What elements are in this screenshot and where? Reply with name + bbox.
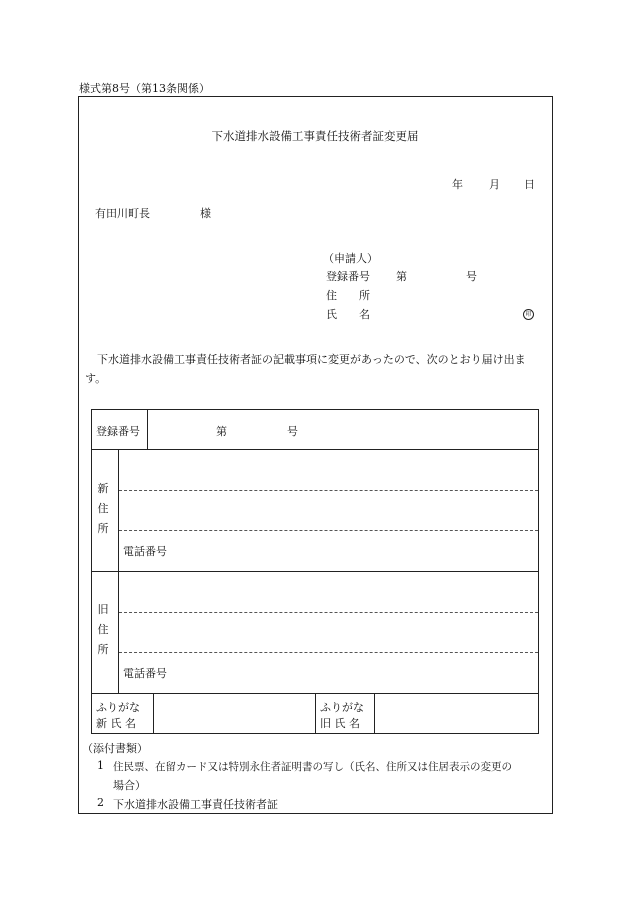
applicant-reg-go: 号 <box>466 270 477 283</box>
attachments-heading: （添付書類） <box>82 742 148 755</box>
applicant-name-label: 氏 名 <box>326 308 370 321</box>
attachment-2-number: 2 <box>97 796 104 809</box>
seal-text: 印 <box>523 309 534 320</box>
new-address-label: 新住所 <box>97 482 109 535</box>
attachment-1-number: 1 <box>97 759 104 772</box>
table-reg-dai: 第 <box>216 425 227 438</box>
table-divider <box>91 571 539 572</box>
new-phone-label: 電話番号 <box>123 545 167 558</box>
form-number: 様式第8号（第13条関係） <box>79 82 210 95</box>
dashed-line <box>119 652 538 653</box>
date-day-label: 日 <box>524 178 535 191</box>
table-divider <box>91 449 539 450</box>
attachment-1-line1: 住民票、在留カード又は特別永住者証明書の写し（氏名、住所又は住居表示の変更の <box>113 761 512 773</box>
attachment-1-line2: 場合） <box>113 779 146 792</box>
date-month-label: 月 <box>489 178 500 191</box>
old-phone-label: 電話番号 <box>123 667 167 680</box>
applicant-label: （申請人） <box>323 252 378 265</box>
form-title: 下水道排水設備工事責任技術者証変更届 <box>211 129 419 143</box>
dashed-line <box>119 612 538 613</box>
attachment-2-text: 下水道排水設備工事責任技術者証 <box>113 798 278 811</box>
table-divider <box>153 693 154 734</box>
old-name-label: 旧 氏 名 <box>320 717 360 730</box>
body-text-line1: 下水道排水設備工事責任技術者証の記載事項に変更があったので、次のとおり届け出ま <box>97 353 526 366</box>
table-divider <box>147 409 148 449</box>
date-year-label: 年 <box>452 178 463 191</box>
table-reg-label: 登録番号 <box>96 425 140 438</box>
body-text-line2: す。 <box>85 372 107 385</box>
table-reg-go: 号 <box>287 425 298 438</box>
old-address-label: 旧住所 <box>97 603 109 656</box>
applicant-reg-dai: 第 <box>396 270 407 283</box>
table-divider <box>118 449 119 693</box>
table-divider <box>374 693 375 734</box>
addressee-name: 有田川町長 <box>95 207 150 220</box>
new-furigana-label: ふりがな <box>96 701 140 714</box>
dashed-line <box>119 530 538 531</box>
addressee-honorific: 様 <box>200 207 211 220</box>
table-divider <box>315 693 316 734</box>
applicant-address-label: 住 所 <box>326 289 370 302</box>
applicant-reg-label: 登録番号 <box>326 270 370 283</box>
dashed-line <box>119 490 538 491</box>
new-name-label: 新 氏 名 <box>96 717 136 730</box>
seal-mark <box>523 306 534 320</box>
old-furigana-label: ふりがな <box>320 701 364 714</box>
